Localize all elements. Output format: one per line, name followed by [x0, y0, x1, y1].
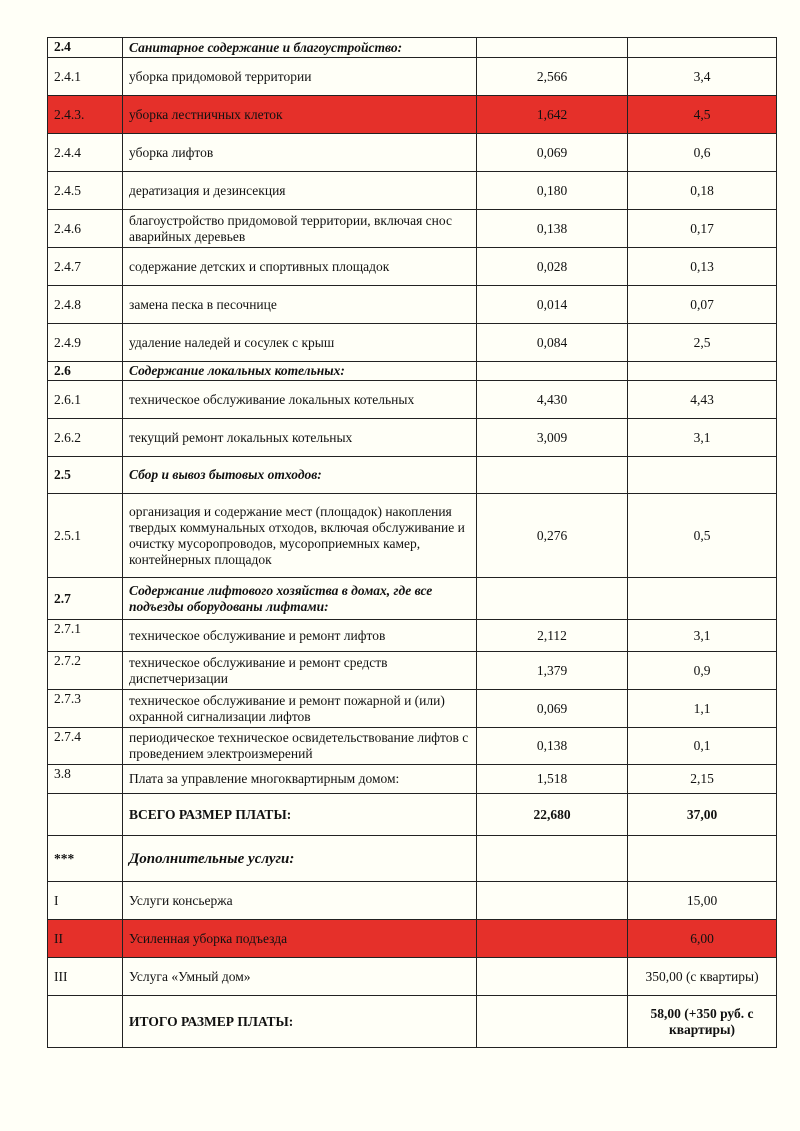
value-col-1 — [477, 38, 628, 58]
value-col-2: 58,00 (+350 руб. с квартиры) — [628, 996, 777, 1048]
value-col-2: 6,00 — [628, 920, 777, 958]
value-col-2: 350,00 (с квартиры) — [628, 958, 777, 996]
value-col-2: 37,00 — [628, 794, 777, 836]
value-col-1: 0,138 — [477, 210, 628, 248]
table-row — [48, 620, 777, 652]
row-description: удаление наледей и сосулек с крыш — [123, 324, 477, 362]
row-description: Содержание локальных котельных: — [123, 362, 477, 381]
value-col-2: 0,07 — [628, 286, 777, 324]
row-number — [48, 996, 123, 1048]
value-col-1: 0,028 — [477, 248, 628, 286]
table-row — [48, 794, 777, 836]
table-row — [48, 38, 777, 58]
row-description: Санитарное содержание и благоустройство: — [123, 38, 477, 58]
value-col-1 — [477, 958, 628, 996]
value-col-2 — [628, 836, 777, 882]
row-number: *** — [48, 836, 123, 882]
row-description: Содержание лифтового хозяйства в домах, где все подъезды оборудованы лифтами: — [123, 578, 477, 620]
value-col-1: 0,138 — [477, 728, 628, 765]
table-row — [48, 690, 777, 728]
table-row — [48, 920, 777, 958]
row-description: Услуга «Умный дом» — [123, 958, 477, 996]
value-col-1 — [477, 836, 628, 882]
row-number: 2.5.1 — [48, 494, 123, 578]
row-number: 2.7.3 — [48, 690, 123, 728]
table-row — [48, 58, 777, 96]
row-number: 2.6.1 — [48, 381, 123, 419]
value-col-1: 3,009 — [477, 419, 628, 457]
row-description: Усиленная уборка подъезда — [123, 920, 477, 958]
value-col-1: 0,276 — [477, 494, 628, 578]
row-number: 2.4.1 — [48, 58, 123, 96]
row-number: 2.4 — [48, 38, 123, 58]
value-col-2: 0,17 — [628, 210, 777, 248]
row-number: 2.6 — [48, 362, 123, 381]
row-description: текущий ремонт локальных котельных — [123, 419, 477, 457]
row-number: 2.6.2 — [48, 419, 123, 457]
table-row — [48, 381, 777, 419]
value-col-2: 2,5 — [628, 324, 777, 362]
table-row — [48, 248, 777, 286]
table-row — [48, 96, 777, 134]
value-col-1: 4,430 — [477, 381, 628, 419]
row-description: Услуги консьержа — [123, 882, 477, 920]
row-number: 2.4.3. — [48, 96, 123, 134]
value-col-2: 0,18 — [628, 172, 777, 210]
value-col-2: 0,1 — [628, 728, 777, 765]
value-col-1: 0,069 — [477, 134, 628, 172]
value-col-2: 3,1 — [628, 419, 777, 457]
row-description: организация и содержание мест (площадок) накопления твердых коммунальных отходов, включая обслуживание и очистку мусоропроводов, мусороприемных камер, контейнерных площадок — [123, 494, 477, 578]
row-number: 2.7.2 — [48, 652, 123, 690]
value-col-1 — [477, 362, 628, 381]
table-row — [48, 210, 777, 248]
value-col-2 — [628, 38, 777, 58]
row-number — [48, 794, 123, 836]
value-col-2: 2,15 — [628, 765, 777, 794]
value-col-2: 0,5 — [628, 494, 777, 578]
row-number: 2.4.7 — [48, 248, 123, 286]
row-number: 2.7 — [48, 578, 123, 620]
table-row — [48, 362, 777, 381]
value-col-2: 1,1 — [628, 690, 777, 728]
table-row — [48, 836, 777, 882]
table-row — [48, 324, 777, 362]
row-description: ВСЕГО РАЗМЕР ПЛАТЫ: — [123, 794, 477, 836]
value-col-1: 1,379 — [477, 652, 628, 690]
value-col-2: 4,5 — [628, 96, 777, 134]
row-description: техническое обслуживание локальных котельных — [123, 381, 477, 419]
table-row — [48, 286, 777, 324]
table-row — [48, 882, 777, 920]
row-description: содержание детских и спортивных площадок — [123, 248, 477, 286]
row-description: Плата за управление многоквартирным домом: — [123, 765, 477, 794]
table-row — [48, 652, 777, 690]
value-col-2 — [628, 578, 777, 620]
value-col-1: 22,680 — [477, 794, 628, 836]
value-col-2 — [628, 457, 777, 494]
value-col-1: 1,518 — [477, 765, 628, 794]
row-description: замена песка в песочнице — [123, 286, 477, 324]
row-description: техническое обслуживание и ремонт лифтов — [123, 620, 477, 652]
row-description: техническое обслуживание и ремонт пожарной и (или) охранной сигнализации лифтов — [123, 690, 477, 728]
row-number: 3.8 — [48, 765, 123, 794]
row-description: Дополнительные услуги: — [123, 836, 477, 882]
table-row — [48, 419, 777, 457]
value-col-1: 1,642 — [477, 96, 628, 134]
row-description: Сбор и вывоз бытовых отходов: — [123, 457, 477, 494]
value-col-1: 2,566 — [477, 58, 628, 96]
value-col-1: 0,069 — [477, 690, 628, 728]
row-number: I — [48, 882, 123, 920]
row-description: техническое обслуживание и ремонт средств диспетчеризации — [123, 652, 477, 690]
row-number: 2.7.1 — [48, 620, 123, 652]
row-description: уборка лестничных клеток — [123, 96, 477, 134]
row-number: 2.4.5 — [48, 172, 123, 210]
value-col-2: 0,6 — [628, 134, 777, 172]
row-description: ИТОГО РАЗМЕР ПЛАТЫ: — [123, 996, 477, 1048]
value-col-2 — [628, 362, 777, 381]
row-description: уборка лифтов — [123, 134, 477, 172]
value-col-2: 3,4 — [628, 58, 777, 96]
fee-table — [47, 37, 777, 1048]
row-number: 2.7.4 — [48, 728, 123, 765]
value-col-2: 3,1 — [628, 620, 777, 652]
row-number: 2.4.4 — [48, 134, 123, 172]
value-col-2: 0,9 — [628, 652, 777, 690]
table-row — [48, 728, 777, 765]
table-row — [48, 494, 777, 578]
value-col-1: 0,084 — [477, 324, 628, 362]
value-col-1 — [477, 882, 628, 920]
row-description: периодическое техническое освидетельствование лифтов с проведением электроизмерений — [123, 728, 477, 765]
value-col-1 — [477, 996, 628, 1048]
row-description: благоустройство придомовой территории, включая снос аварийных деревьев — [123, 210, 477, 248]
table-row — [48, 958, 777, 996]
row-description: дератизация и дезинсекция — [123, 172, 477, 210]
row-number: II — [48, 920, 123, 958]
table-row — [48, 457, 777, 494]
row-number: 2.4.6 — [48, 210, 123, 248]
row-number: III — [48, 958, 123, 996]
value-col-1: 2,112 — [477, 620, 628, 652]
value-col-1: 0,014 — [477, 286, 628, 324]
value-col-2: 15,00 — [628, 882, 777, 920]
row-number: 2.5 — [48, 457, 123, 494]
table-row — [48, 578, 777, 620]
row-number: 2.4.9 — [48, 324, 123, 362]
value-col-1: 0,180 — [477, 172, 628, 210]
value-col-1 — [477, 457, 628, 494]
value-col-2: 4,43 — [628, 381, 777, 419]
value-col-1 — [477, 578, 628, 620]
value-col-1 — [477, 920, 628, 958]
table-row — [48, 765, 777, 794]
row-number: 2.4.8 — [48, 286, 123, 324]
fee-table-body — [48, 38, 777, 1048]
table-row — [48, 996, 777, 1048]
row-description: уборка придомовой территории — [123, 58, 477, 96]
value-col-2: 0,13 — [628, 248, 777, 286]
table-row — [48, 134, 777, 172]
table-row — [48, 172, 777, 210]
